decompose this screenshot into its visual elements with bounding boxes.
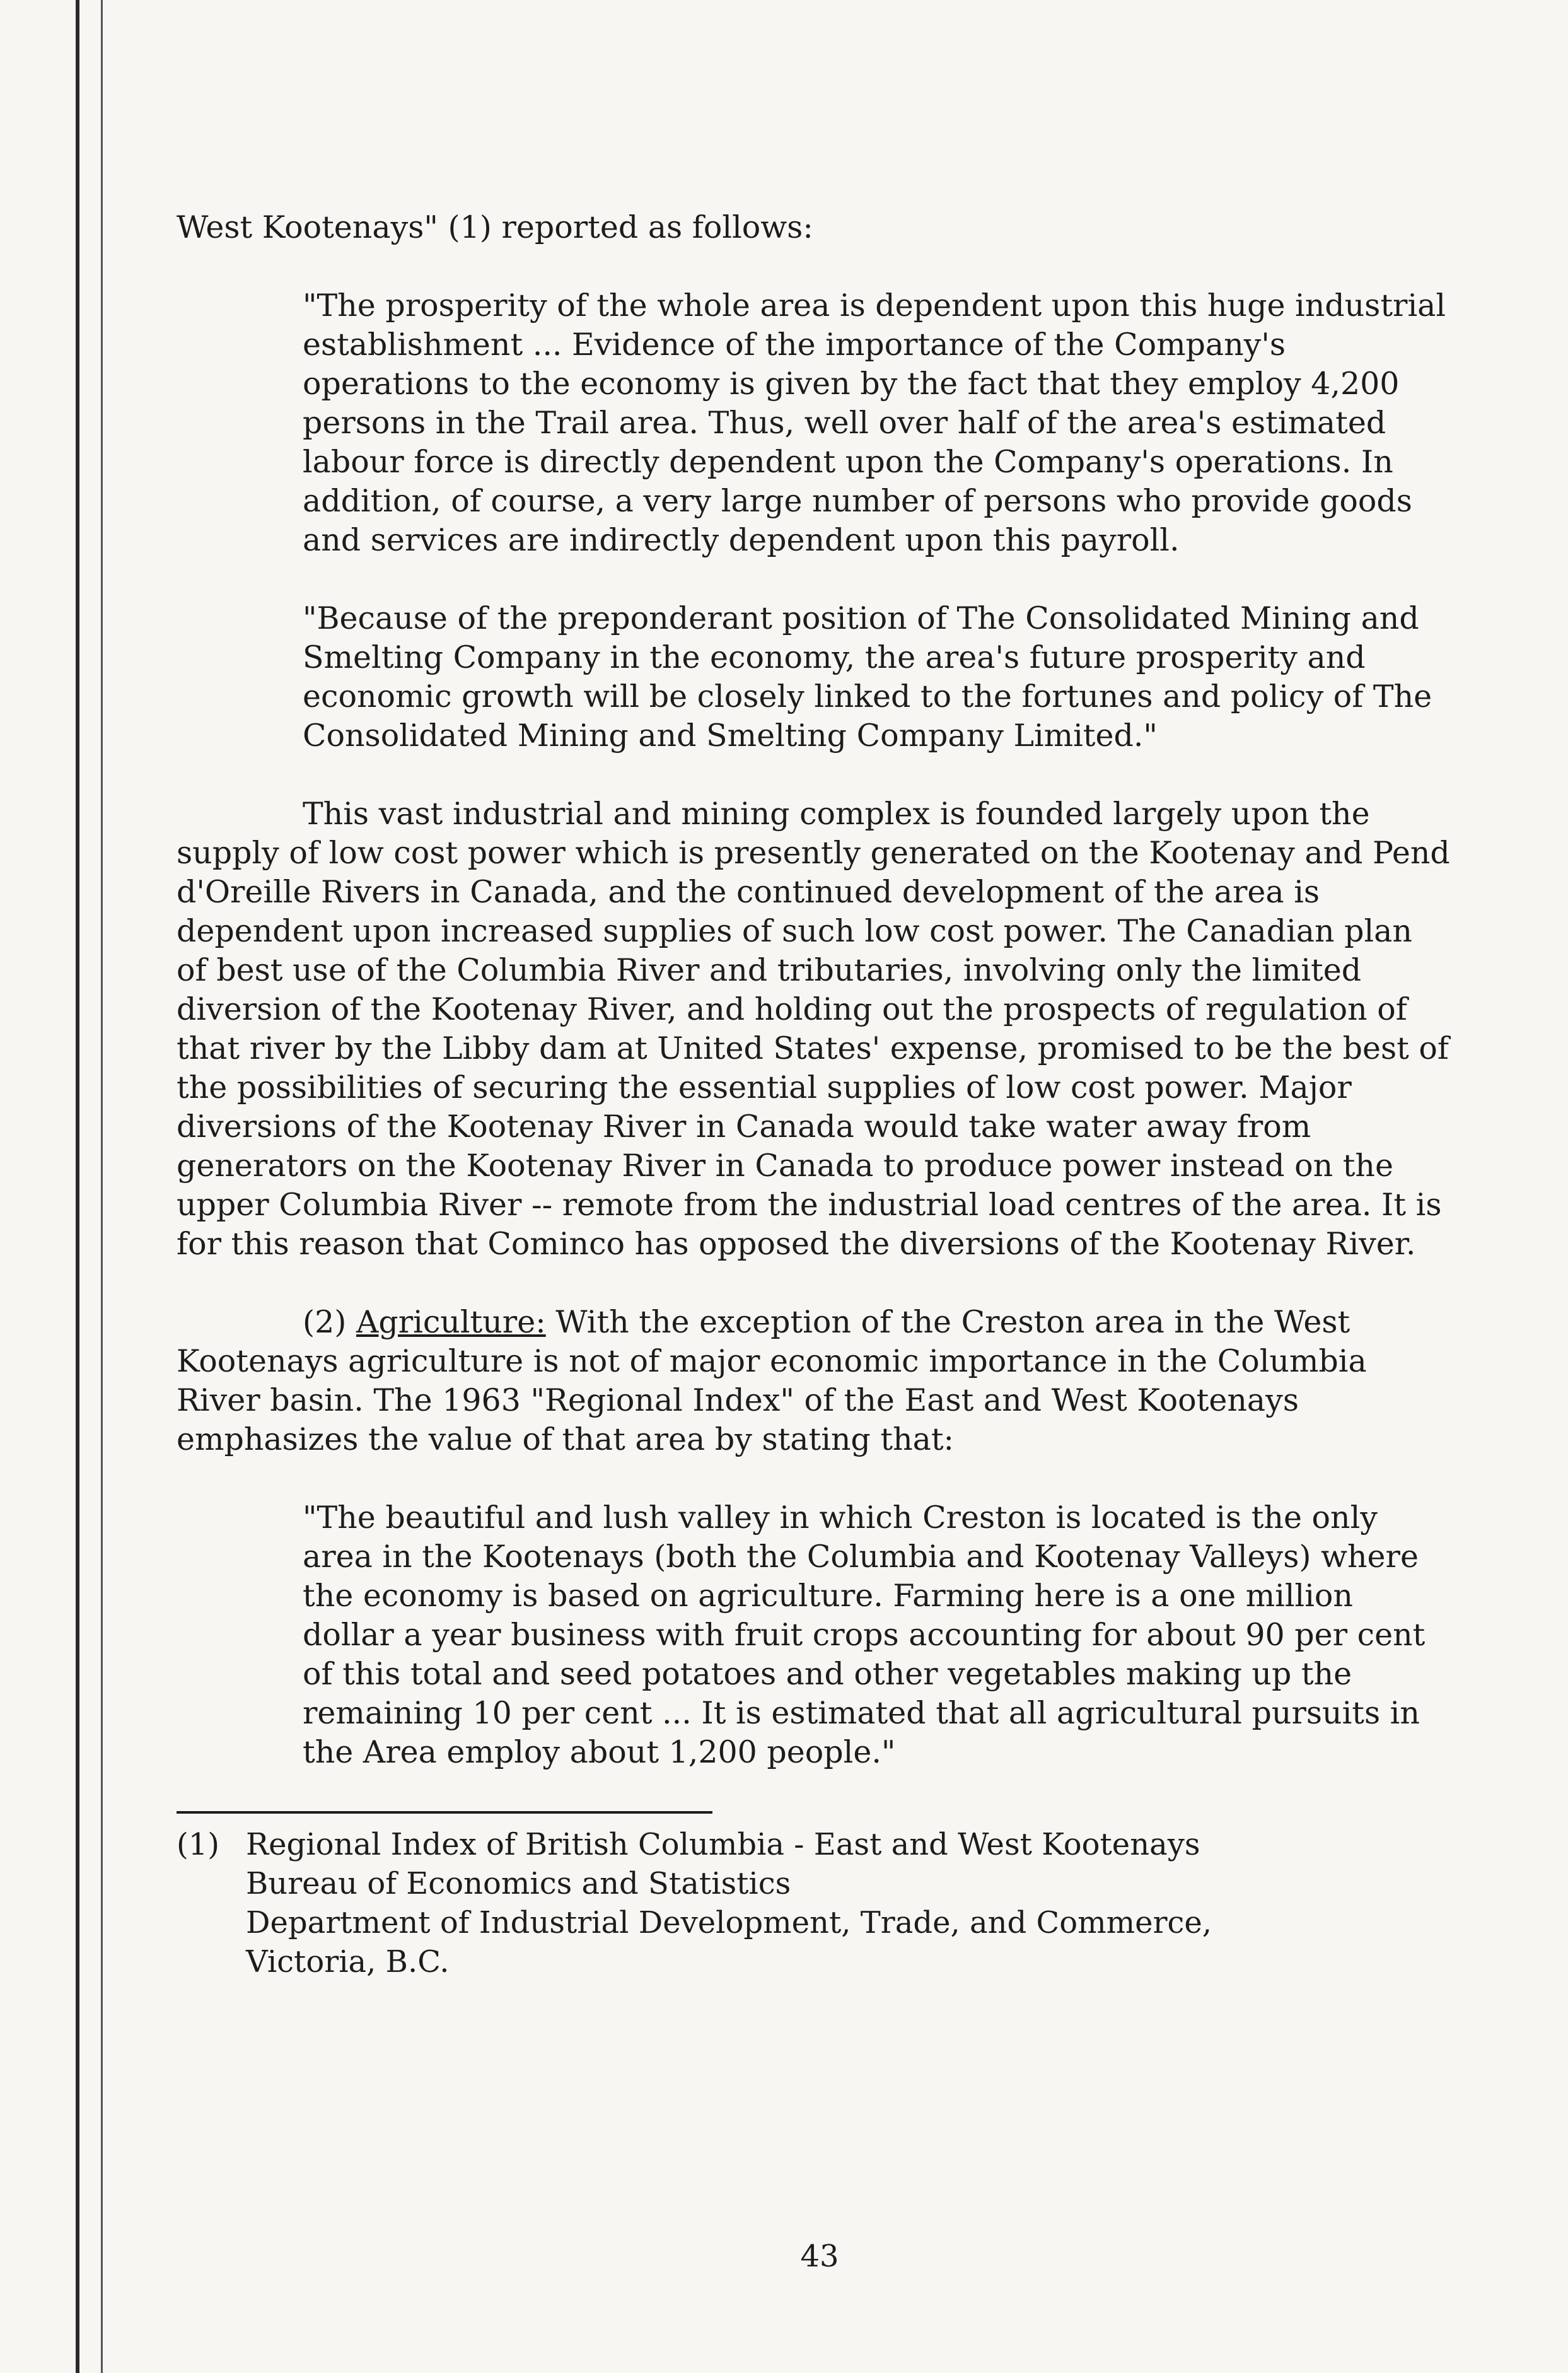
quote-prosperity: "The prosperity of the whole area is dependent upon this huge industrial establishment ... Evidence of the importance of the Company's operations to the economy is given by the fact that they employ 4,200 persons in the Trail area. Thus, well over half of the area's estimated labour force is directly dependent upon the Company's operations. In addition, of course, a very large number of persons who provide goods and services are indirectly dependent upon this payroll. [303,288,1446,558]
footnote-line: Regional Index of British Columbia - East and West Kootenays [246,1827,1200,1862]
binding-margin-line [101,0,103,2373]
footnote-mark: (1) [177,1827,219,1862]
footnote-line: Victoria, B.C. [246,1944,450,1979]
footnote [177,1825,1450,1981]
section-number: (2) [303,1304,347,1340]
quote-consolidated-mining: "Because of the preponderant position of The Consolidated Mining and Smelting Company in the economy, the area's future prosperity and economic growth will be closely linked to the fortunes and policy of The Consolidated Mining and Smelting Company Limited." [303,600,1432,754]
page-number: 43 [800,2239,839,2274]
footnote-line: Department of Industrial Development, Trade, and Commerce, [246,1905,1212,1940]
section-agriculture [177,1303,1450,1459]
paragraph-power-supply: This vast industrial and mining complex is founded largely upon the supply of low cost power which is presently generated on the Kootenay and Pend d'Oreille Rivers in Canada, and the continued development of the area is dependent upon increased supplies of such low cost power. The Canadian plan of best use of the Columbia River and tributaries, involving only the limited diversion of the Kootenay River, and holding out the prospects of regulation of that river by the Libby dam at United States' expense, promised to be the best of the possibilities of securing the essential supplies of low cost power. Major diversions of the Kootenay River in Canada would take water away from generators on the Kootenay River in Canada to produce power instead on the upper Columbia River -- remote from the industrial load centres of the area. It is for this reason that Cominco has opposed the diversions of the Kootenay River. [177,796,1450,1262]
intro-line [177,208,1450,247]
footnote-reference: (1) [448,209,492,245]
intro-rest: reported as follows: [501,209,813,245]
binding-edge-line [76,0,79,2373]
footnote-line: Bureau of Economics and Statistics [246,1866,791,1901]
footnote-divider [177,1811,712,1814]
section-text: With the exception of the Creston area in the West Kootenays agriculture is not of major economic importance in the Columbia River basin. The 1963 "Regional Index" of the East and West Kootenays emphasizes the value of that area by stating that: [177,1304,1367,1457]
quote-creston-valley: "The beautiful and lush valley in which Creston is located is the only area in the Kootenays (both the Columbia and Kootenay Valleys) where the economy is based on agriculture. Farming here is a one million dollar a year business with fruit crops accounting for about 90 per cent of this total and seed potatoes and other vegetables making up the remaining 10 per cent ... It is estimated that all agricultural pursuits in the Area employ about 1,200 people." [303,1500,1426,1770]
intro-lead: West Kootenays" [177,209,438,245]
page-body [177,208,1450,1981]
section-heading: Agriculture: [356,1304,546,1340]
footnote-text [246,1825,1212,1981]
